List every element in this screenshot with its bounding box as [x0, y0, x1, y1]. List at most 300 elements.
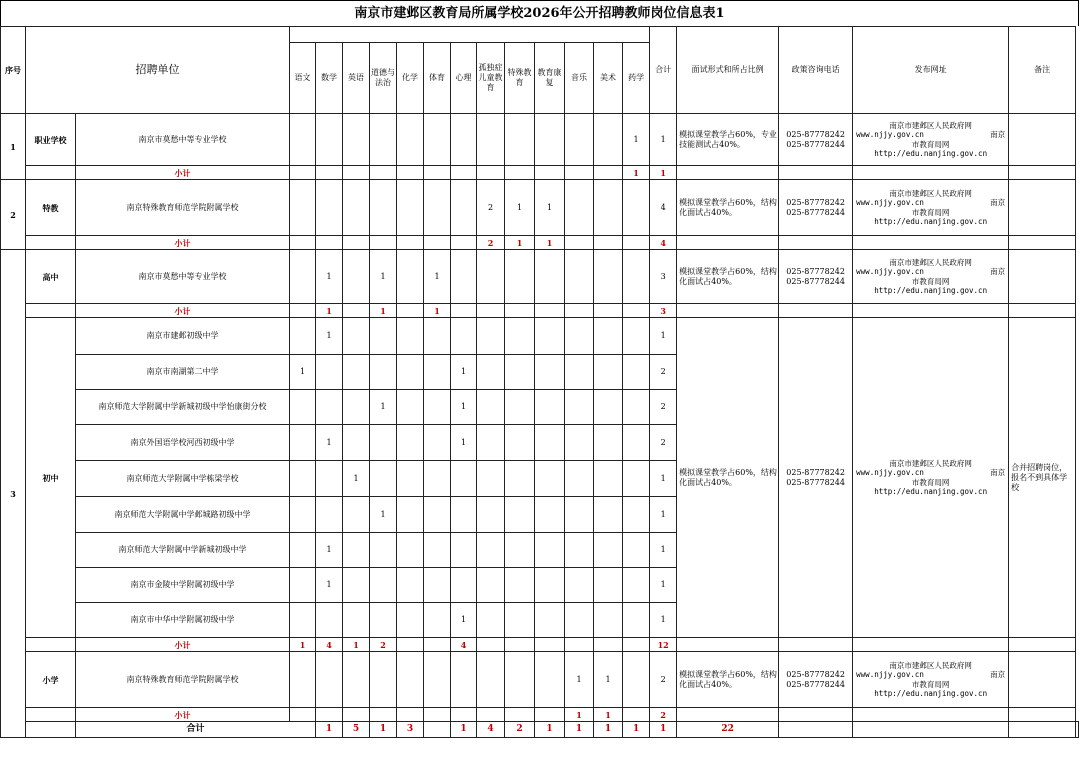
count-cell: 5	[343, 722, 370, 738]
empty-cell	[1009, 304, 1076, 318]
total-cell: 2	[650, 425, 677, 461]
count-cell: 1	[424, 250, 451, 304]
subtotal-row	[1, 638, 1079, 652]
count-cell	[451, 708, 477, 722]
header-website: 发布网址	[853, 27, 1009, 114]
web-gov: www.njjy.gov.cn	[856, 198, 924, 208]
count-cell	[477, 652, 505, 708]
grand-total-label: 合计	[76, 722, 316, 738]
count-cell	[424, 114, 451, 166]
count-cell	[370, 166, 397, 180]
count-cell: 1	[565, 722, 594, 738]
header-subject: 特殊教育	[505, 43, 535, 114]
count-cell	[477, 355, 505, 390]
interview-cell: 模拟课堂教学占60%，结构化面试占40%。	[677, 652, 779, 708]
count-cell	[316, 166, 343, 180]
count-cell	[505, 638, 535, 652]
count-cell: 1	[343, 461, 370, 497]
count-cell: 1	[623, 114, 650, 166]
remark-cell	[1009, 114, 1076, 166]
empty-cell	[853, 638, 1009, 652]
count-cell	[565, 355, 594, 390]
count-cell	[397, 318, 424, 355]
count-cell	[505, 568, 535, 603]
count-cell	[316, 390, 343, 425]
count-cell: 4	[451, 638, 477, 652]
count-cell	[370, 568, 397, 603]
count-cell	[424, 533, 451, 568]
count-cell: 1	[424, 304, 451, 318]
count-cell	[565, 497, 594, 533]
count-cell: 1	[594, 708, 623, 722]
header-phone: 政策咨询电话	[779, 27, 853, 114]
count-cell: 1	[535, 180, 565, 236]
count-cell	[343, 180, 370, 236]
category-cell: 小学	[26, 652, 76, 708]
count-cell	[424, 638, 451, 652]
count-cell: 1	[505, 236, 535, 250]
count-cell	[477, 114, 505, 166]
subtotal-row	[1, 166, 1079, 180]
count-cell: 1	[565, 708, 594, 722]
count-cell	[451, 166, 477, 180]
header-subject-group	[290, 27, 650, 43]
count-cell	[477, 250, 505, 304]
empty-cell	[677, 304, 779, 318]
count-cell	[290, 250, 316, 304]
count-cell	[316, 708, 343, 722]
web-line2	[854, 267, 1007, 276]
count-cell	[316, 180, 343, 236]
empty-cell	[26, 638, 76, 652]
count-cell	[343, 708, 370, 722]
total-cell: 2	[650, 355, 677, 390]
count-cell	[343, 568, 370, 603]
total-cell: 2	[650, 390, 677, 425]
count-cell	[565, 638, 594, 652]
count-cell	[424, 568, 451, 603]
count-cell: 2	[477, 236, 505, 250]
count-cell	[424, 355, 451, 390]
count-cell	[343, 390, 370, 425]
count-cell	[535, 533, 565, 568]
web-line1: 南京市建邺区人民政府网	[889, 660, 972, 670]
count-cell	[397, 568, 424, 603]
subtotal-label: 小计	[76, 708, 290, 722]
count-cell	[565, 236, 594, 250]
header-interview: 面试形式和所占比例	[677, 27, 779, 114]
phone-2: 025-87778244	[786, 207, 845, 217]
count-cell	[424, 708, 451, 722]
header-subject: 语文	[290, 43, 316, 114]
count-cell	[290, 708, 316, 722]
category-cell: 初中	[26, 318, 76, 638]
web-line2	[854, 468, 1007, 477]
count-cell	[623, 461, 650, 497]
count-cell	[623, 355, 650, 390]
header-subject: 音乐	[565, 43, 594, 114]
empty-cell	[779, 166, 853, 180]
total-cell: 12	[650, 638, 677, 652]
unit-cell: 南京外国语学校河西初级中学	[76, 425, 290, 461]
count-cell	[535, 114, 565, 166]
count-cell	[565, 461, 594, 497]
count-cell	[565, 180, 594, 236]
count-cell: 1	[535, 722, 565, 738]
phone-cell	[779, 180, 853, 236]
count-cell	[565, 533, 594, 568]
header-remark: 备注	[1009, 27, 1076, 114]
count-cell	[477, 461, 505, 497]
empty-cell	[779, 236, 853, 250]
count-cell: 2	[477, 180, 505, 236]
web-edu: http://edu.nanjing.gov.cn	[874, 688, 988, 698]
web-line1: 南京市建邺区人民政府网	[889, 120, 972, 130]
header-unit: 招聘单位	[26, 27, 290, 114]
count-cell	[397, 180, 424, 236]
web-edu: http://edu.nanjing.gov.cn	[874, 486, 988, 496]
empty-cell	[853, 708, 1009, 722]
count-cell	[477, 533, 505, 568]
grand-total-row	[1, 722, 1079, 738]
web-nanjing: 南京	[990, 267, 1006, 277]
page-title: 南京市建邺区教育局所属学校2026年公开招聘教师岗位信息表1	[0, 0, 1079, 26]
count-cell: 1	[343, 638, 370, 652]
count-cell	[424, 722, 451, 738]
count-cell	[290, 166, 316, 180]
count-cell	[535, 497, 565, 533]
count-cell	[316, 114, 343, 166]
web-edu: http://edu.nanjing.gov.cn	[874, 148, 988, 158]
count-cell: 3	[397, 722, 424, 738]
count-cell	[290, 568, 316, 603]
total-cell: 2	[650, 652, 677, 708]
count-cell	[343, 250, 370, 304]
count-cell	[535, 166, 565, 180]
count-cell	[397, 390, 424, 425]
count-cell	[505, 461, 535, 497]
remark-cell: 合并招聘岗位，报名不到具体学校	[1009, 318, 1076, 638]
unit-cell: 南京市南湖第二中学	[76, 355, 290, 390]
count-cell: 1	[565, 652, 594, 708]
count-cell	[370, 652, 397, 708]
empty-cell	[677, 236, 779, 250]
header-subject: 心理	[451, 43, 477, 114]
count-cell: 1	[290, 355, 316, 390]
count-cell	[397, 166, 424, 180]
count-cell	[290, 390, 316, 425]
empty-cell	[779, 708, 853, 722]
count-cell	[451, 114, 477, 166]
count-cell	[505, 390, 535, 425]
unit-cell: 南京师范大学附属中学邺城路初级中学	[76, 497, 290, 533]
count-cell: 1	[290, 638, 316, 652]
empty-cell	[853, 304, 1009, 318]
phone-1: 025-87778242	[786, 467, 845, 477]
count-cell	[290, 425, 316, 461]
count-cell	[451, 304, 477, 318]
count-cell	[316, 497, 343, 533]
count-cell	[623, 425, 650, 461]
subtotal-label: 小计	[76, 304, 290, 318]
count-cell	[397, 652, 424, 708]
empty-cell	[853, 236, 1009, 250]
count-cell	[397, 533, 424, 568]
count-cell	[477, 603, 505, 638]
count-cell	[316, 355, 343, 390]
count-cell	[623, 568, 650, 603]
total-cell: 2	[650, 708, 677, 722]
total-cell: 4	[650, 180, 677, 236]
empty-cell	[1009, 166, 1076, 180]
count-cell	[370, 355, 397, 390]
count-cell	[343, 425, 370, 461]
count-cell	[565, 318, 594, 355]
count-cell: 1	[370, 250, 397, 304]
count-cell	[477, 568, 505, 603]
count-cell	[535, 318, 565, 355]
count-cell	[316, 603, 343, 638]
empty-cell	[677, 708, 779, 722]
count-cell	[316, 652, 343, 708]
count-cell	[594, 461, 623, 497]
interview-cell: 模拟课堂教学占60%，专业技能测试占40%。	[677, 114, 779, 166]
count-cell	[370, 180, 397, 236]
count-cell	[397, 638, 424, 652]
empty-cell	[1076, 722, 1079, 738]
count-cell	[535, 603, 565, 638]
count-cell	[594, 180, 623, 236]
subtotal-label: 小计	[76, 166, 290, 180]
web-line2	[854, 130, 1007, 139]
count-cell	[451, 236, 477, 250]
header-subject: 药学	[623, 43, 650, 114]
count-cell	[451, 250, 477, 304]
count-cell	[565, 304, 594, 318]
interview-cell: 模拟课堂教学占60%，结构化面试占40%。	[677, 318, 779, 638]
count-cell	[623, 304, 650, 318]
phone-2: 025-87778244	[786, 139, 845, 149]
category-cell: 特教	[26, 180, 76, 236]
website-cell	[853, 652, 1009, 708]
unit-cell: 南京市建邺初级中学	[76, 318, 290, 355]
seq-cell: 3	[1, 250, 26, 738]
count-cell: 1	[451, 722, 477, 738]
website-cell	[853, 250, 1009, 304]
count-cell	[397, 497, 424, 533]
count-cell	[594, 638, 623, 652]
count-cell	[290, 533, 316, 568]
count-cell	[477, 708, 505, 722]
category-cell: 高中	[26, 250, 76, 304]
count-cell	[397, 461, 424, 497]
web-nanjing: 南京	[990, 130, 1006, 140]
total-cell: 1	[650, 461, 677, 497]
unit-cell: 南京市中华中学附属初级中学	[76, 603, 290, 638]
count-cell: 1	[650, 722, 677, 738]
unit-cell: 南京特殊教育师范学院附属学校	[76, 652, 290, 708]
count-cell	[343, 318, 370, 355]
count-cell: 1	[316, 722, 343, 738]
phone-cell	[779, 250, 853, 304]
empty-cell	[677, 166, 779, 180]
unit-cell: 南京师范大学附属中学新城初级中学怡康街分校	[76, 390, 290, 425]
total-cell: 1	[650, 568, 677, 603]
empty-cell	[1009, 708, 1076, 722]
phone-1: 025-87778242	[786, 197, 845, 207]
unit-cell: 南京市莫愁中等专业学校	[76, 114, 290, 166]
count-cell	[451, 652, 477, 708]
count-cell	[290, 236, 316, 250]
total-cell: 1	[650, 318, 677, 355]
empty-cell	[26, 304, 76, 318]
phone-1: 025-87778242	[786, 669, 845, 679]
total-cell: 22	[677, 722, 779, 738]
empty-cell	[853, 166, 1009, 180]
count-cell	[505, 166, 535, 180]
count-cell	[370, 236, 397, 250]
unit-cell: 南京市莫愁中等专业学校	[76, 250, 290, 304]
count-cell	[505, 355, 535, 390]
count-cell	[535, 652, 565, 708]
count-cell: 1	[594, 652, 623, 708]
count-cell	[623, 250, 650, 304]
count-cell	[623, 390, 650, 425]
count-cell	[594, 568, 623, 603]
unit-cell: 南京师范大学附属中学栋梁学校	[76, 461, 290, 497]
count-cell	[370, 461, 397, 497]
count-cell	[505, 533, 535, 568]
empty-cell	[779, 304, 853, 318]
count-cell	[370, 708, 397, 722]
count-cell	[594, 166, 623, 180]
count-cell	[594, 425, 623, 461]
count-cell: 1	[451, 355, 477, 390]
count-cell	[343, 166, 370, 180]
phone-1: 025-87778242	[786, 266, 845, 276]
remark-cell	[1009, 180, 1076, 236]
count-cell	[594, 236, 623, 250]
header-total: 合计	[650, 27, 677, 114]
header-subject: 道德与法治	[370, 43, 397, 114]
count-cell	[535, 390, 565, 425]
count-cell	[343, 355, 370, 390]
header-subject: 英语	[343, 43, 370, 114]
count-cell	[565, 425, 594, 461]
count-cell	[290, 318, 316, 355]
subtotal-label: 小计	[76, 236, 290, 250]
count-cell	[505, 318, 535, 355]
empty-cell	[853, 722, 1009, 738]
count-cell	[397, 603, 424, 638]
count-cell	[594, 390, 623, 425]
count-cell	[477, 497, 505, 533]
count-cell	[565, 568, 594, 603]
unit-cell: 南京特殊教育师范学院附属学校	[76, 180, 290, 236]
count-cell: 1	[316, 304, 343, 318]
count-cell: 4	[316, 638, 343, 652]
count-cell	[623, 318, 650, 355]
web-line3: 市教育局网	[911, 276, 950, 286]
empty-cell	[1009, 722, 1076, 738]
count-cell	[623, 603, 650, 638]
count-cell	[343, 236, 370, 250]
count-cell: 1	[316, 568, 343, 603]
phone-cell	[779, 318, 853, 638]
web-nanjing: 南京	[990, 198, 1006, 208]
website-cell	[853, 180, 1009, 236]
phone-2: 025-87778244	[786, 679, 845, 689]
phone-1: 025-87778242	[786, 129, 845, 139]
count-cell	[424, 390, 451, 425]
count-cell	[594, 355, 623, 390]
web-line3: 市教育局网	[911, 679, 950, 689]
web-line1: 南京市建邺区人民政府网	[889, 188, 972, 198]
web-gov: www.njjy.gov.cn	[856, 468, 924, 478]
count-cell	[424, 603, 451, 638]
count-cell	[343, 533, 370, 568]
total-cell: 1	[650, 533, 677, 568]
count-cell	[343, 114, 370, 166]
count-cell	[477, 318, 505, 355]
count-cell	[451, 497, 477, 533]
total-cell: 1	[650, 497, 677, 533]
count-cell	[397, 304, 424, 318]
count-cell	[290, 114, 316, 166]
count-cell: 1	[623, 166, 650, 180]
count-cell	[565, 603, 594, 638]
count-cell	[594, 533, 623, 568]
count-cell	[424, 318, 451, 355]
count-cell	[535, 708, 565, 722]
count-cell	[623, 638, 650, 652]
count-cell	[623, 236, 650, 250]
web-nanjing: 南京	[990, 670, 1006, 680]
count-cell	[535, 355, 565, 390]
phone-2: 025-87778244	[786, 477, 845, 487]
count-cell	[397, 250, 424, 304]
count-cell	[594, 497, 623, 533]
count-cell	[505, 603, 535, 638]
count-cell: 1	[594, 722, 623, 738]
count-cell	[535, 304, 565, 318]
count-cell: 1	[370, 497, 397, 533]
count-cell: 1	[370, 722, 397, 738]
count-cell	[397, 236, 424, 250]
empty-cell	[26, 722, 76, 738]
count-cell: 1	[316, 533, 343, 568]
recruitment-table	[0, 26, 1079, 738]
count-cell	[424, 497, 451, 533]
count-cell: 1	[316, 425, 343, 461]
web-gov: www.njjy.gov.cn	[856, 267, 924, 277]
count-cell: 1	[316, 250, 343, 304]
count-cell	[505, 114, 535, 166]
count-cell	[565, 166, 594, 180]
web-gov: www.njjy.gov.cn	[856, 670, 924, 680]
count-cell: 2	[505, 722, 535, 738]
count-cell	[290, 652, 316, 708]
count-cell	[535, 461, 565, 497]
count-cell	[370, 114, 397, 166]
subtotal-label: 小计	[76, 638, 290, 652]
empty-cell	[677, 638, 779, 652]
phone-2: 025-87778244	[786, 276, 845, 286]
phone-cell	[779, 114, 853, 166]
web-line3: 市教育局网	[911, 477, 950, 487]
subtotal-row	[1, 304, 1079, 318]
total-cell: 3	[650, 304, 677, 318]
